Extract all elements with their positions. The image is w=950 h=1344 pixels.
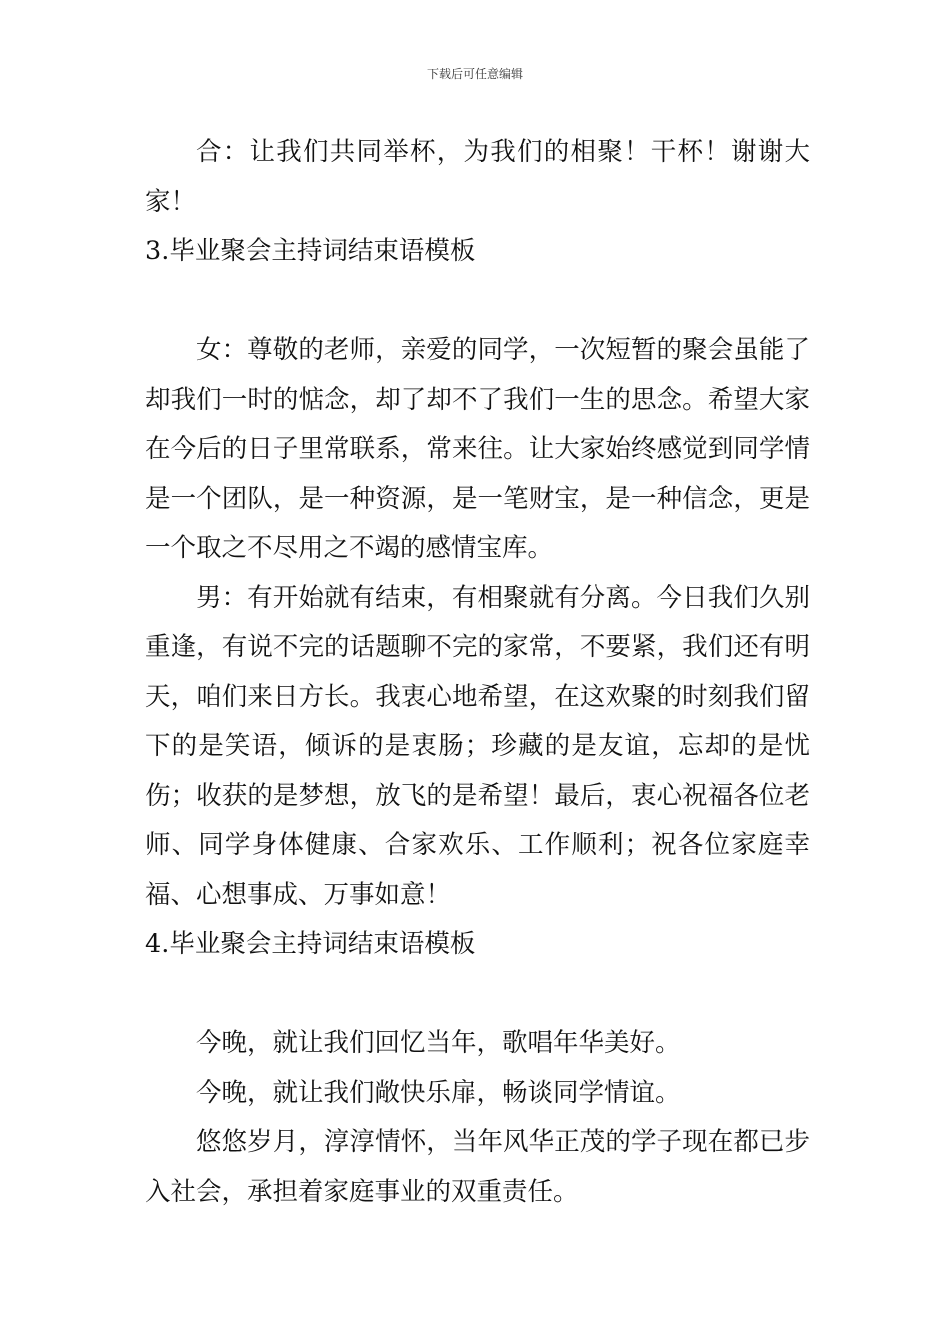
blank-line (145, 277, 810, 327)
section-heading-3: 3.毕业聚会主持词结束语模板 (145, 236, 476, 266)
closing-toast-paragraph: 合：让我们共同举杯，为我们的相聚！干杯！谢谢大家！ (145, 137, 810, 217)
years-passing-paragraph: 悠悠岁月，淳淳情怀，当年风华正茂的学子现在都已步入社会，承担着家庭事业的双重责任。 (145, 1127, 810, 1207)
document-body (145, 128, 810, 1217)
page-header-note: 下载后可任意编辑 (426, 67, 523, 81)
blank-line (145, 970, 810, 1020)
tonight-friendship-paragraph: 今晚，就让我们敞快乐扉，畅谈同学情谊。 (196, 1077, 681, 1108)
tonight-reminisce-paragraph: 今晚，就让我们回忆当年，歌唱年华美好。 (196, 1028, 681, 1058)
female-host-paragraph: 女：尊敬的老师，亲爱的同学，一次短暂的聚会虽能了却我们一时的惦念，却了却不了我们一生的思念。希望大家在今后的日子里常联系，常来往。让大家始终感觉到同学情是一个团队，是一种资源，是一笔财宝，是一种信念，更是一个取之不尽用之不竭的感情宝库。 (145, 335, 810, 563)
male-host-paragraph: 男：有开始就有结束，有相聚就有分离。今日我们久别重逢，有说不完的话题聊不完的家常，不要紧，我们还有明天，咱们来日方长。我衷心地希望，在这欢聚的时刻我们留下的是笑语，倾诉的是衷肠；珍藏的是友谊，忘却的是忧伤；收获的是梦想，放飞的是希望！最后，衷心祝福各位老师、同学身体健康、合家欢乐、工作顺利；祝各位家庭幸福、心想事成、万事如意！ (145, 582, 810, 910)
section-heading-4: 4.毕业聚会主持词结束语模板 (145, 929, 476, 959)
